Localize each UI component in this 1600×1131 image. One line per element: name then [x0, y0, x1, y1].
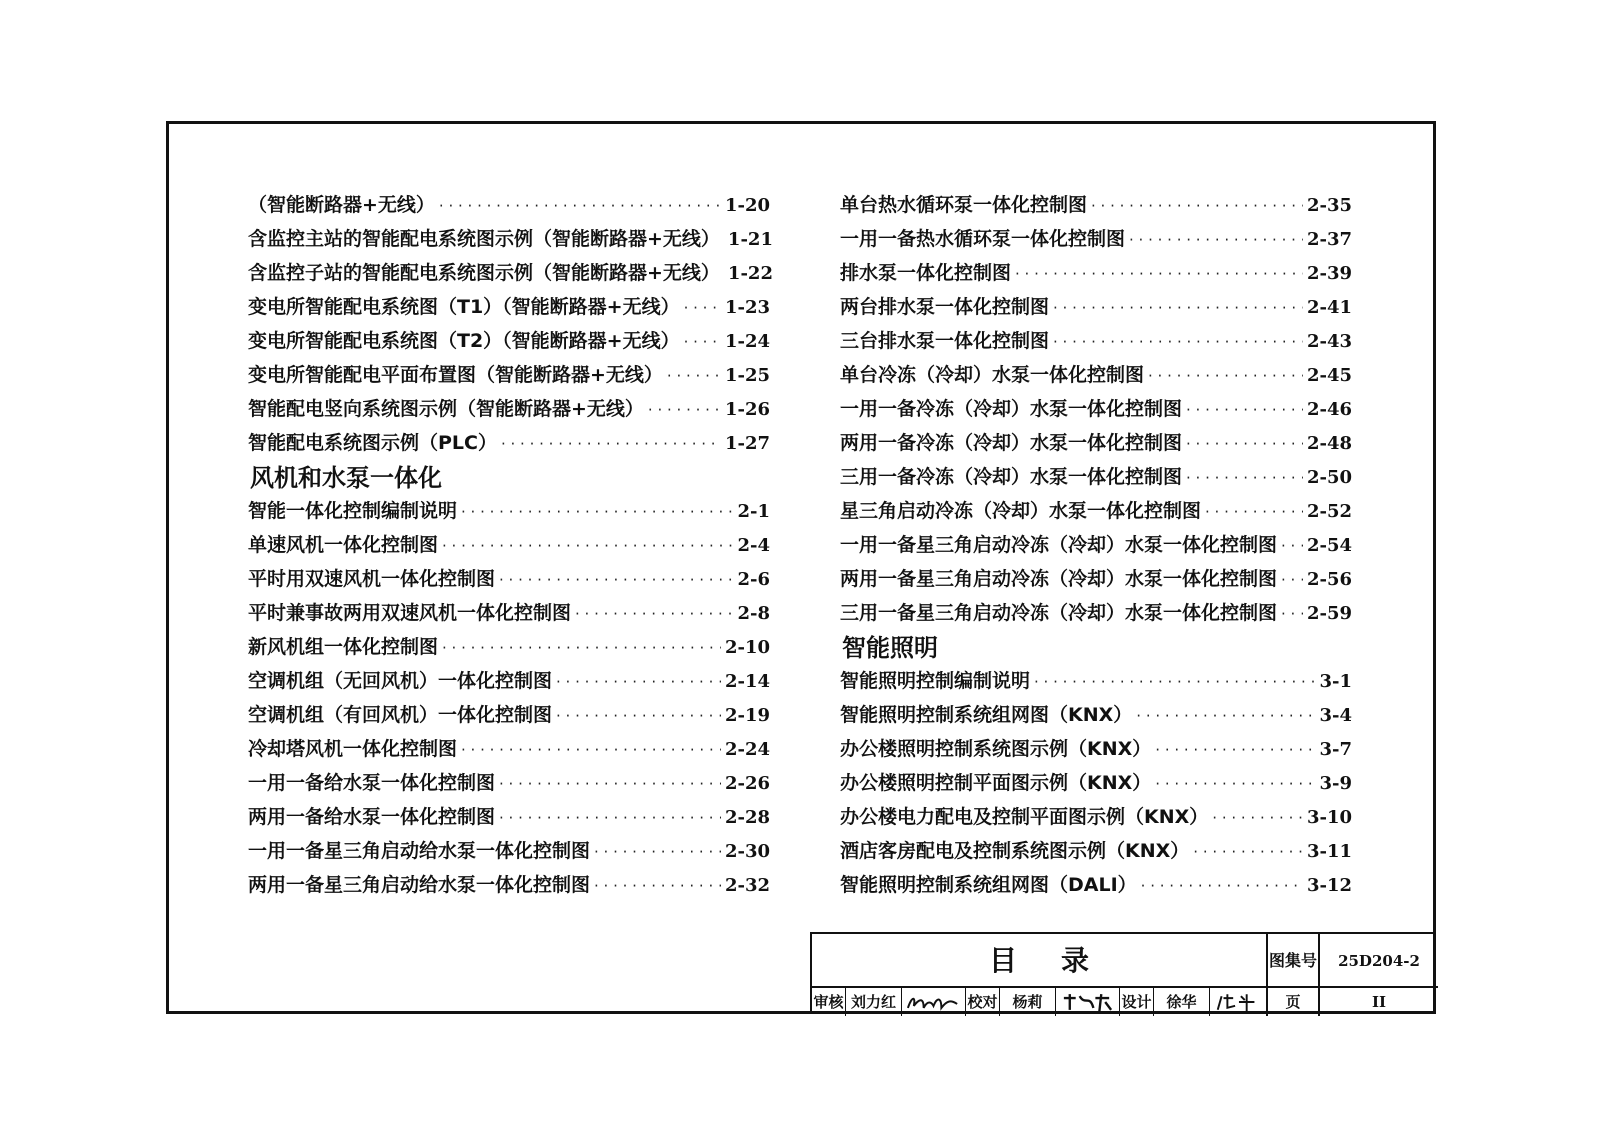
designer-signature	[1210, 988, 1266, 1016]
toc-entry-title: 平时兼事故两用双速风机一体化控制图	[248, 602, 572, 624]
toc-entry-title: （智能断路器+无线）	[248, 194, 435, 216]
toc-entry-title: 变电所智能配电系统图（T2）（智能断路器+无线）	[248, 330, 680, 352]
toc-entry-page: 2-24	[724, 739, 770, 760]
toc-entry-title: 平时用双速风机一体化控制图	[248, 568, 496, 590]
toc-entry[interactable]	[248, 596, 770, 630]
toc-entry-title: 两用一备给水泵一体化控制图	[248, 806, 496, 828]
toc-entry[interactable]	[248, 562, 770, 596]
toc-entry-title: 空调机组（有回风机）一体化控制图	[248, 704, 553, 726]
toc-entry-page: 2-46	[1306, 399, 1352, 420]
toc-entry[interactable]	[248, 732, 770, 766]
toc-entry-page: 1-27	[724, 433, 770, 454]
dot-leader	[501, 427, 721, 461]
checker-name: 杨莉	[1000, 988, 1056, 1016]
review-label: 审核	[812, 988, 846, 1016]
checker-signature	[1056, 988, 1120, 1016]
dot-leader	[594, 869, 721, 903]
dot-leader	[461, 495, 733, 529]
toc-entry-page: 2-41	[1306, 297, 1352, 318]
toc-entry[interactable]	[840, 562, 1352, 596]
toc-entry-page: 1-21	[727, 229, 773, 250]
toc-entry[interactable]	[248, 698, 770, 732]
toc-entry[interactable]	[840, 256, 1352, 290]
dot-leader	[1281, 563, 1303, 597]
toc-entry[interactable]	[840, 800, 1352, 834]
toc-entry[interactable]	[840, 698, 1352, 732]
designer-name: 徐华	[1154, 988, 1210, 1016]
toc-entry[interactable]	[248, 324, 770, 358]
toc-entry-page: 3-11	[1306, 841, 1352, 862]
toc-entry-page: 2-59	[1306, 603, 1352, 624]
toc-entry[interactable]	[248, 222, 773, 256]
toc-entry-page: 2-6	[737, 569, 770, 590]
toc-entry[interactable]	[840, 188, 1352, 222]
dot-leader	[1129, 223, 1303, 257]
reviewer-signature-scribble	[902, 988, 965, 1016]
dot-leader	[442, 631, 721, 665]
section-heading: 风机和水泵一体化	[250, 464, 442, 492]
dot-leader	[575, 597, 733, 631]
dot-leader	[461, 733, 721, 767]
toc-entry-title: 含监控子站的智能配电系统图示例（智能断路器+无线）	[248, 262, 720, 284]
toc-entry[interactable]	[840, 460, 1352, 494]
toc-entry-page: 3-7	[1319, 739, 1352, 760]
dot-leader	[648, 393, 721, 427]
dot-leader	[1186, 461, 1303, 495]
toc-entry[interactable]	[840, 222, 1352, 256]
toc-entry-title: 智能照明控制系统组网图（DALI）	[840, 874, 1137, 896]
toc-entry[interactable]	[840, 528, 1352, 562]
toc-left-column	[248, 188, 773, 902]
toc-entry-page: 2-52	[1306, 501, 1352, 522]
dot-leader	[1186, 427, 1303, 461]
dot-leader	[1155, 733, 1315, 767]
toc-entry-title: 两台排水泵一体化控制图	[840, 296, 1050, 318]
dot-leader	[1053, 325, 1303, 359]
toc-entry-page: 3-4	[1319, 705, 1352, 726]
dot-leader	[1015, 257, 1303, 291]
toc-entry[interactable]	[248, 766, 770, 800]
toc-entry-page: 2-1	[737, 501, 770, 522]
toc-right-column	[840, 188, 1352, 902]
toc-entry-title: 智能配电系统图示例（PLC）	[248, 432, 497, 454]
toc-entry-page: 1-23	[724, 297, 770, 318]
section-heading: 智能照明	[842, 634, 938, 662]
toc-entry-page: 1-20	[724, 195, 770, 216]
toc-entry-title: 冷却塔风机一体化控制图	[248, 738, 458, 760]
dot-leader	[499, 767, 721, 801]
dot-leader	[1281, 597, 1303, 631]
toc-entry-title: 一用一备热水循环泵一体化控制图	[840, 228, 1126, 250]
toc-entry-page: 3-9	[1319, 773, 1352, 794]
toc-entry[interactable]	[248, 800, 770, 834]
dot-leader	[439, 189, 721, 223]
toc-entry[interactable]	[840, 392, 1352, 426]
toc-entry-page: 2-4	[737, 535, 770, 556]
toc-entry-page: 2-37	[1306, 229, 1352, 250]
toc-entry-page: 1-26	[724, 399, 770, 420]
dot-leader	[1281, 529, 1303, 563]
toc-entry[interactable]	[840, 732, 1352, 766]
toc-entry-title: 办公楼照明控制平面图示例（KNX）	[840, 772, 1152, 794]
atlas-number-label: 图集号	[1268, 934, 1320, 988]
dot-leader	[1141, 869, 1303, 903]
toc-entry-title: 三台排水泵一体化控制图	[840, 330, 1050, 352]
dot-leader	[1034, 665, 1315, 699]
toc-entry[interactable]	[248, 256, 773, 290]
dot-leader	[556, 665, 721, 699]
dot-leader	[1205, 495, 1303, 529]
toc-entry[interactable]	[248, 528, 770, 562]
toc-entry[interactable]	[248, 290, 770, 324]
toc-entry-page: 2-28	[724, 807, 770, 828]
toc-entry-title: 单台热水循环泵一体化控制图	[840, 194, 1088, 216]
dot-leader	[442, 529, 733, 563]
toc-entry-title: 单台冷冻（冷却）水泵一体化控制图	[840, 364, 1145, 386]
toc-entry[interactable]	[248, 426, 770, 460]
toc-entry-title: 空调机组（无回风机）一体化控制图	[248, 670, 553, 692]
signature-row	[812, 988, 1268, 1016]
dot-leader	[1193, 835, 1303, 869]
toc-entry[interactable]	[840, 494, 1352, 528]
toc-entry-page: 3-10	[1306, 807, 1352, 828]
drawing-title: 目录	[812, 934, 1268, 988]
checker-signature-scribble	[1056, 988, 1119, 1016]
toc-entry[interactable]	[840, 766, 1352, 800]
dot-leader	[499, 801, 721, 835]
toc-entry-title: 酒店客房配电及控制系统图示例（KNX）	[840, 840, 1190, 862]
page-number: II	[1371, 993, 1387, 1011]
dot-leader	[1155, 767, 1315, 801]
dot-leader	[556, 699, 721, 733]
toc-entry-page: 3-1	[1319, 671, 1352, 692]
toc-entry-title: 新风机组一体化控制图	[248, 636, 439, 658]
toc-entry[interactable]	[248, 188, 770, 222]
designer-signature-scribble	[1210, 988, 1266, 1016]
toc-entry-title: 办公楼照明控制系统图示例（KNX）	[840, 738, 1152, 760]
toc-entry-title: 智能照明控制编制说明	[840, 670, 1031, 692]
check-label: 校对	[966, 988, 1000, 1016]
toc-entry-page: 3-12	[1306, 875, 1352, 896]
toc-entry-title: 一用一备冷冻（冷却）水泵一体化控制图	[840, 398, 1183, 420]
toc-entry-page: 2-50	[1306, 467, 1352, 488]
title-block	[810, 932, 1436, 1014]
reviewer-name: 刘力红	[846, 988, 902, 1016]
toc-entry-page: 2-30	[724, 841, 770, 862]
toc-entry-page: 2-35	[1306, 195, 1352, 216]
page-label: 页	[1268, 988, 1320, 1016]
toc-entry[interactable]	[248, 392, 770, 426]
toc-entry-title: 智能照明控制系统组网图（KNX）	[840, 704, 1133, 726]
toc-entry[interactable]	[840, 596, 1352, 630]
design-label: 设计	[1120, 988, 1154, 1016]
toc-entry-page: 2-32	[724, 875, 770, 896]
toc-entry-title: 变电所智能配电系统图（T1）（智能断路器+无线）	[248, 296, 680, 318]
dot-leader	[1186, 393, 1303, 427]
toc-entry-page: 1-25	[724, 365, 770, 386]
toc-entry[interactable]	[840, 290, 1352, 324]
toc-entry[interactable]	[840, 324, 1352, 358]
toc-entry-title: 智能一体化控制编制说明	[248, 500, 458, 522]
toc-entry[interactable]	[248, 630, 770, 664]
toc-entry[interactable]	[248, 834, 770, 868]
toc-entry-title: 两用一备星三角启动冷冻（冷却）水泵一体化控制图	[840, 568, 1278, 590]
toc-entry[interactable]	[840, 664, 1352, 698]
toc-entry-page: 2-8	[737, 603, 770, 624]
toc-entry-title: 排水泵一体化控制图	[840, 262, 1012, 284]
dot-leader	[684, 325, 721, 359]
dot-leader	[1136, 699, 1315, 733]
dot-leader	[1212, 801, 1303, 835]
toc-entry[interactable]	[840, 868, 1352, 902]
toc-entry[interactable]	[248, 664, 770, 698]
toc-entry-page: 2-10	[724, 637, 770, 658]
dot-leader	[594, 835, 721, 869]
toc-entry-title: 一用一备给水泵一体化控制图	[248, 772, 496, 794]
toc-entry-title: 两用一备冷冻（冷却）水泵一体化控制图	[840, 432, 1183, 454]
toc-entry-title: 三用一备冷冻（冷却）水泵一体化控制图	[840, 466, 1183, 488]
dot-leader	[1091, 189, 1303, 223]
toc-entry[interactable]	[248, 868, 770, 902]
toc-entry-page: 2-54	[1306, 535, 1352, 556]
toc-entry-title: 星三角启动冷冻（冷却）水泵一体化控制图	[840, 500, 1202, 522]
toc-entry-page: 2-48	[1306, 433, 1352, 454]
toc-entry-title: 智能配电竖向系统图示例（智能断路器+无线）	[248, 398, 644, 420]
dot-leader	[684, 291, 721, 325]
dot-leader	[1148, 359, 1303, 393]
toc-entry[interactable]	[840, 834, 1352, 868]
toc-entry-title: 一用一备星三角启动给水泵一体化控制图	[248, 840, 591, 862]
toc-entry-page: 2-19	[724, 705, 770, 726]
toc-entry-title: 两用一备星三角启动给水泵一体化控制图	[248, 874, 591, 896]
toc-entry-title: 变电所智能配电平面布置图（智能断路器+无线）	[248, 364, 663, 386]
toc-entry-title: 含监控主站的智能配电系统图示例（智能断路器+无线）	[248, 228, 720, 250]
toc-entry[interactable]	[248, 358, 770, 392]
toc-entry-page: 2-14	[724, 671, 770, 692]
toc-entry-title: 一用一备星三角启动冷冻（冷却）水泵一体化控制图	[840, 534, 1278, 556]
dot-leader	[499, 563, 733, 597]
toc-entry[interactable]	[248, 494, 770, 528]
dot-leader	[1053, 291, 1303, 325]
atlas-number: 25D204-2	[1320, 934, 1438, 988]
toc-entry-page: 1-22	[727, 263, 773, 284]
toc-entry[interactable]	[840, 426, 1352, 460]
toc-entry-page: 2-26	[724, 773, 770, 794]
toc-entry-page: 2-43	[1306, 331, 1352, 352]
toc-entry-page: 2-45	[1306, 365, 1352, 386]
toc-entry-page: 2-39	[1306, 263, 1352, 284]
dot-leader	[667, 359, 721, 393]
toc-entry-title: 单速风机一体化控制图	[248, 534, 439, 556]
toc-entry[interactable]	[840, 358, 1352, 392]
toc-entry-page: 1-24	[724, 331, 770, 352]
reviewer-signature	[902, 988, 966, 1016]
toc-entry-title: 办公楼电力配电及控制平面图示例（KNX）	[840, 806, 1209, 828]
toc-entry-page: 2-56	[1306, 569, 1352, 590]
toc-entry-title: 三用一备星三角启动冷冻（冷却）水泵一体化控制图	[840, 602, 1278, 624]
